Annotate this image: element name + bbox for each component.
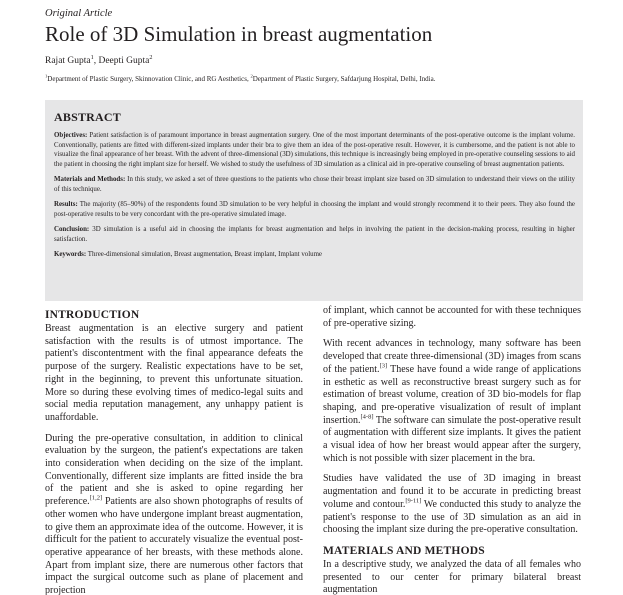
paragraph-text: Patients are also shown photographs of results of other women who have undergone implant breast augmentation, to give them an approximate idea of the outcome. However, it is difficult for the patient to accurately visualize the eventual post-operative appearance of her breasts, with these methods alone. Apart from implant size, there are numerous other factors that impact the surgical outcome such as plane of placement and projection — [45, 496, 303, 595]
section-heading-materials-methods: MATERIALS AND METHODS — [323, 544, 485, 557]
abstract-text: In this study, we asked a set of three questions to the patients who chose their breast implant size based on 3D simulation to understand their views on the utility of this technique. — [54, 176, 575, 193]
abstract-methods — [54, 175, 575, 194]
body-paragraph: of implant, which cannot be accounted for with these techniques of pre-operative sizing. — [323, 305, 581, 329]
author-list — [45, 56, 152, 66]
paragraph-text: With recent advances in technology, many software has been developed that create three-dimensional (3D) images from scans of the patient. — [323, 338, 581, 375]
abstract-text: 3D simulation is a useful aid in choosing the implants for breast augmentation and helps in involving the patient in the decision-making process, resulting in higher satisfaction. — [54, 226, 575, 243]
abstract-keywords — [54, 250, 575, 260]
paragraph-text: The software can simulate the post-operative result of augmentation with different size implants. It gives the patient a visual idea of how her breast would appear after the surgery, which is not possible with sizer placement in the bra. — [323, 414, 581, 464]
abstract-conclusion — [54, 225, 575, 244]
author-affiliation-mark: 2 — [149, 54, 153, 61]
section-heading-introduction: INTRODUCTION — [45, 309, 140, 321]
affiliation-text: Department of Plastic Surgery, Safdarjung Hospital, Delhi, India. — [252, 75, 436, 83]
citation-ref[interactable]: [3] — [379, 362, 388, 370]
author-separator: , — [93, 56, 99, 66]
abstract-results — [54, 200, 575, 219]
paragraph-text: We conducted this study to analyze the patient's response to the use of 3D simulation as an aid in choosing the implant size during the pre-operative consultation. — [323, 498, 581, 536]
abstract-label: Results: — [54, 201, 78, 208]
abstract-text: Patient satisfaction is of paramount importance in breast augmentation surgery. One of the most important determinants of the post-operative outcome is the implant volume. Conventionally, patients are fitted with different-sized implants under their bra to give them an idea of the post-operative result. However, it is cumbersome, and the patient is not able to visualize the final appearance of her breast. With the advent of three-dimensional (3D) simulations, this technique is increasingly being employed in pre-operative counseling sessions to aid the patient in choosing the right implant size for herself. We wished to study the usefulness of 3D simulation as a clinical aid in pre-operative counseling of breast augmentation patients. — [54, 132, 575, 168]
paragraph-text: During the pre-operative consultation, in addition to clinical evaluation by the surgeon, the patient's expectations are taken into consideration when deciding on the size of the implant. Conventionally, different size implants are fitted inside the bra of the patient and she is asked to opine regarding her preference. — [45, 432, 303, 508]
affiliation-text: Department of Plastic Surgery, Skinnovation Clinic, and RG Aesthetics, — [47, 75, 251, 83]
body-paragraph — [323, 338, 581, 465]
abstract-box — [45, 100, 583, 301]
article-title: Role of 3D Simulation in breast augmentation — [45, 22, 433, 46]
author-name: Rajat Gupta — [45, 56, 91, 66]
abstract-label: Objectives: — [54, 132, 88, 139]
paragraph-text: Studies have validated the use of 3D imaging in breast augmentation and found it to be accurate in predicting breast volume and contour. — [323, 473, 581, 510]
citation-ref[interactable]: [9-11] — [405, 497, 422, 505]
body-paragraph — [45, 433, 303, 595]
abstract-label: Conclusion: — [54, 226, 90, 233]
body-paragraph — [323, 473, 581, 537]
affiliation-mark: 2 — [250, 73, 253, 79]
author-name: Deepti Gupta — [98, 56, 150, 66]
citation-ref[interactable]: [4-8] — [360, 413, 374, 421]
author-affiliation-mark: 1 — [90, 54, 94, 61]
body-paragraph: Breast augmentation is an elective surgery and patient satisfaction with the results is of utmost importance. The patient's discontentment with the final appearance defeats the purpose of the surgery. Realistic expectations have to be set, right in the beginning, to prevent this unfortunate situation. More so during these evolving times of medico-legal suits and social media reputation management, any unhappy patient is unaffordable. — [45, 323, 303, 423]
affiliations — [45, 75, 435, 83]
citation-ref[interactable]: [1,2] — [89, 494, 103, 502]
abstract-label: Materials and Methods: — [54, 176, 126, 183]
right-column — [323, 305, 581, 595]
affiliation-mark: 1 — [45, 73, 48, 79]
abstract-objectives — [54, 131, 575, 169]
paragraph-text: These have found a wide range of applications in esthetic as well as reconstructive breast surgery such as for estimation of breast volume, creation of 3D bio-models for flap shaping, and pre-operative visualization of result of implant insertion. — [323, 363, 581, 426]
body-paragraph: In a descriptive study, we analyzed the data of all females who presented to our center for primary bilateral breast augmentation — [323, 558, 581, 595]
article-type: Original Article — [45, 8, 113, 19]
abstract-label: Keywords: — [54, 251, 87, 258]
left-column — [45, 305, 303, 595]
abstract-heading: ABSTRACT — [54, 110, 121, 124]
abstract-text: The majority (85–90%) of the respondents found 3D simulation to be very helpful in choosing the implant and would strongly recommend it to their peers. They also found the post-operative results to be very concordant with the pre-operative simulated image. — [54, 201, 575, 218]
abstract-text: Three-dimensional simulation, Breast augmentation, Breast implant, Implant volume — [86, 251, 322, 258]
